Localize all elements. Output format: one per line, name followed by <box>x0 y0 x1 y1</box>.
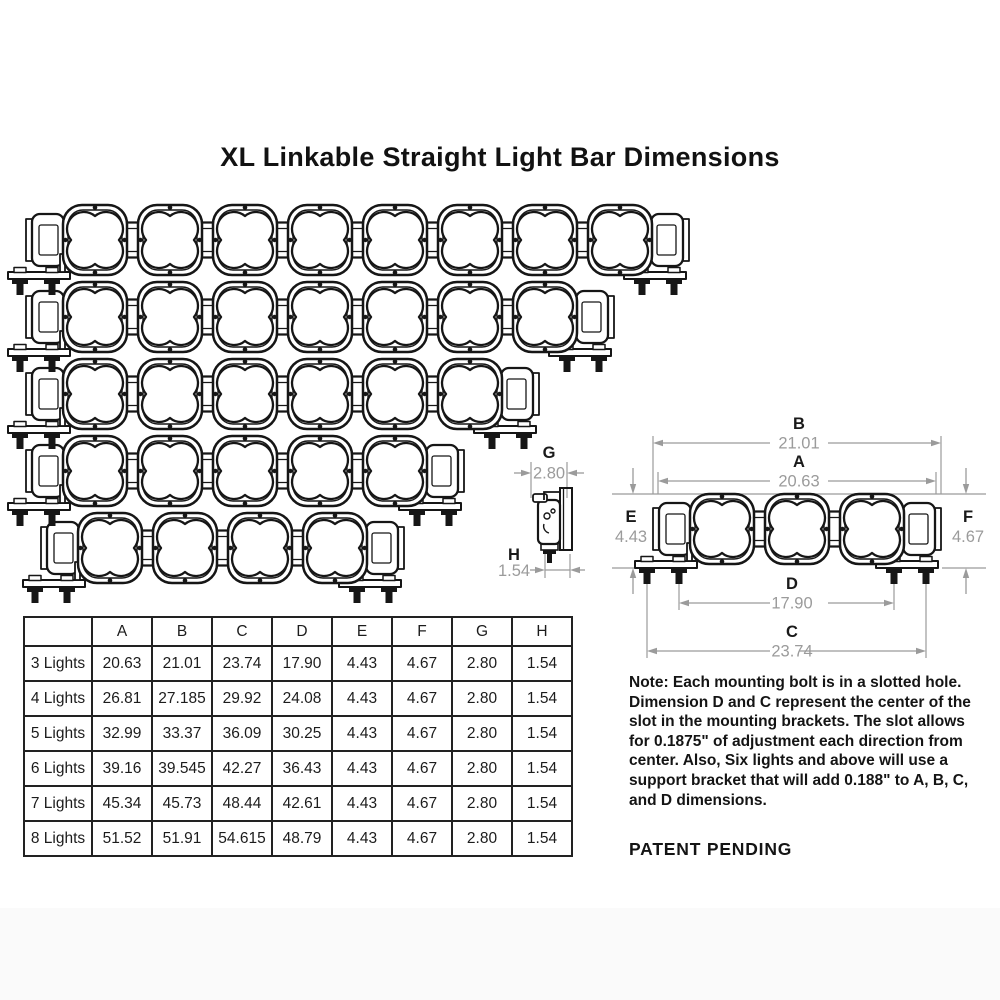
col-header-D: D <box>272 617 332 646</box>
cell: 2.80 <box>452 646 512 681</box>
dim-a-label: A <box>793 453 805 471</box>
col-header-F: F <box>392 617 452 646</box>
table-row <box>24 646 572 681</box>
background-strip <box>0 908 1000 1000</box>
row-label: 3 Lights <box>24 646 92 681</box>
cell: 48.44 <box>212 786 272 821</box>
cell: 45.73 <box>152 786 212 821</box>
cell: 4.43 <box>332 646 392 681</box>
dim-d-value: 17.90 <box>771 594 813 613</box>
cell: 1.54 <box>512 751 572 786</box>
cell: 4.67 <box>392 681 452 716</box>
side-profile <box>533 488 572 563</box>
cell: 1.54 <box>512 821 572 856</box>
dim-b-value: 21.01 <box>778 434 820 453</box>
dim-f-label: F <box>962 508 974 526</box>
col-header-H: H <box>512 617 572 646</box>
col-header-C: C <box>212 617 272 646</box>
page-title: XL Linkable Straight Light Bar Dimensions <box>220 142 780 172</box>
dim-h-label: H <box>508 546 520 564</box>
dim-d-label: D <box>786 575 798 593</box>
cell: 26.81 <box>92 681 152 716</box>
cell: 17.90 <box>272 646 332 681</box>
row-label: 5 Lights <box>24 716 92 751</box>
row-label: 4 Lights <box>24 681 92 716</box>
cell: 2.80 <box>452 786 512 821</box>
dim-f-value: 4.67 <box>951 528 985 546</box>
cell: 4.43 <box>332 751 392 786</box>
note-text: Note: Each mounting bolt is in a slotted hole. Dimension D and C represent the center of the slot in the mounting brackets. The slot allows for 0.1875" of adjustment each direction from center. Also, Six lights and above will use a support bracket that will add 0.188" to A, B, C, and D dimensions. <box>629 674 971 809</box>
col-header-G: G <box>452 617 512 646</box>
cell: 30.25 <box>272 716 332 751</box>
dim-g-value: 2.80 <box>532 464 566 483</box>
cell: 39.16 <box>92 751 152 786</box>
dim-b-label: B <box>793 415 805 433</box>
table-row <box>24 786 572 821</box>
cell: 2.80 <box>452 821 512 856</box>
cell: 48.79 <box>272 821 332 856</box>
corner-cell <box>24 617 92 646</box>
cell: 33.37 <box>152 716 212 751</box>
cell: 54.615 <box>212 821 272 856</box>
table-row <box>24 716 572 751</box>
dim-c-value: 23.74 <box>771 642 813 661</box>
table-row <box>24 681 572 716</box>
cell: 4.43 <box>332 821 392 856</box>
front-view-drawing <box>598 396 1000 688</box>
cell: 36.09 <box>212 716 272 751</box>
cell: 32.99 <box>92 716 152 751</box>
cell: 29.92 <box>212 681 272 716</box>
cell: 21.01 <box>152 646 212 681</box>
cell: 1.54 <box>512 681 572 716</box>
dimensions-table <box>23 616 573 857</box>
col-header-A: A <box>92 617 152 646</box>
row-label: 6 Lights <box>24 751 92 786</box>
row-label: 8 Lights <box>24 821 92 856</box>
lightbar-4-lights <box>17 500 407 606</box>
cell: 1.54 <box>512 716 572 751</box>
table-row <box>24 751 572 786</box>
cell: 36.43 <box>272 751 332 786</box>
dim-e-value: 4.43 <box>614 528 648 546</box>
cell: 2.80 <box>452 681 512 716</box>
col-header-E: E <box>332 617 392 646</box>
dim-e-label: E <box>625 508 637 526</box>
dim-a-value: 20.63 <box>778 472 820 491</box>
cell: 42.27 <box>212 751 272 786</box>
cell: 4.67 <box>392 786 452 821</box>
side-view-drawing <box>492 426 614 600</box>
cell: 4.43 <box>332 716 392 751</box>
cell: 4.67 <box>392 716 452 751</box>
row-label: 7 Lights <box>24 786 92 821</box>
cell: 4.67 <box>392 821 452 856</box>
front-lightbar <box>635 494 941 584</box>
cell: 2.80 <box>452 716 512 751</box>
cell: 4.43 <box>332 786 392 821</box>
cell: 23.74 <box>212 646 272 681</box>
cell: 51.91 <box>152 821 212 856</box>
cell: 20.63 <box>92 646 152 681</box>
cell: 4.67 <box>392 751 452 786</box>
cell: 4.43 <box>332 681 392 716</box>
dim-g-label: G <box>542 444 556 462</box>
dim-c-label: C <box>786 623 798 641</box>
dim-h-value: 1.54 <box>497 562 531 580</box>
table-row <box>24 821 572 856</box>
cell: 1.54 <box>512 786 572 821</box>
cell: 45.34 <box>92 786 152 821</box>
cell: 42.61 <box>272 786 332 821</box>
cell: 24.08 <box>272 681 332 716</box>
cell: 39.545 <box>152 751 212 786</box>
cell: 2.80 <box>452 751 512 786</box>
cell: 1.54 <box>512 646 572 681</box>
cell: 51.52 <box>92 821 152 856</box>
cell: 27.185 <box>152 681 212 716</box>
col-header-B: B <box>152 617 212 646</box>
patent-pending-label: PATENT PENDING <box>629 839 793 859</box>
cell: 4.67 <box>392 646 452 681</box>
